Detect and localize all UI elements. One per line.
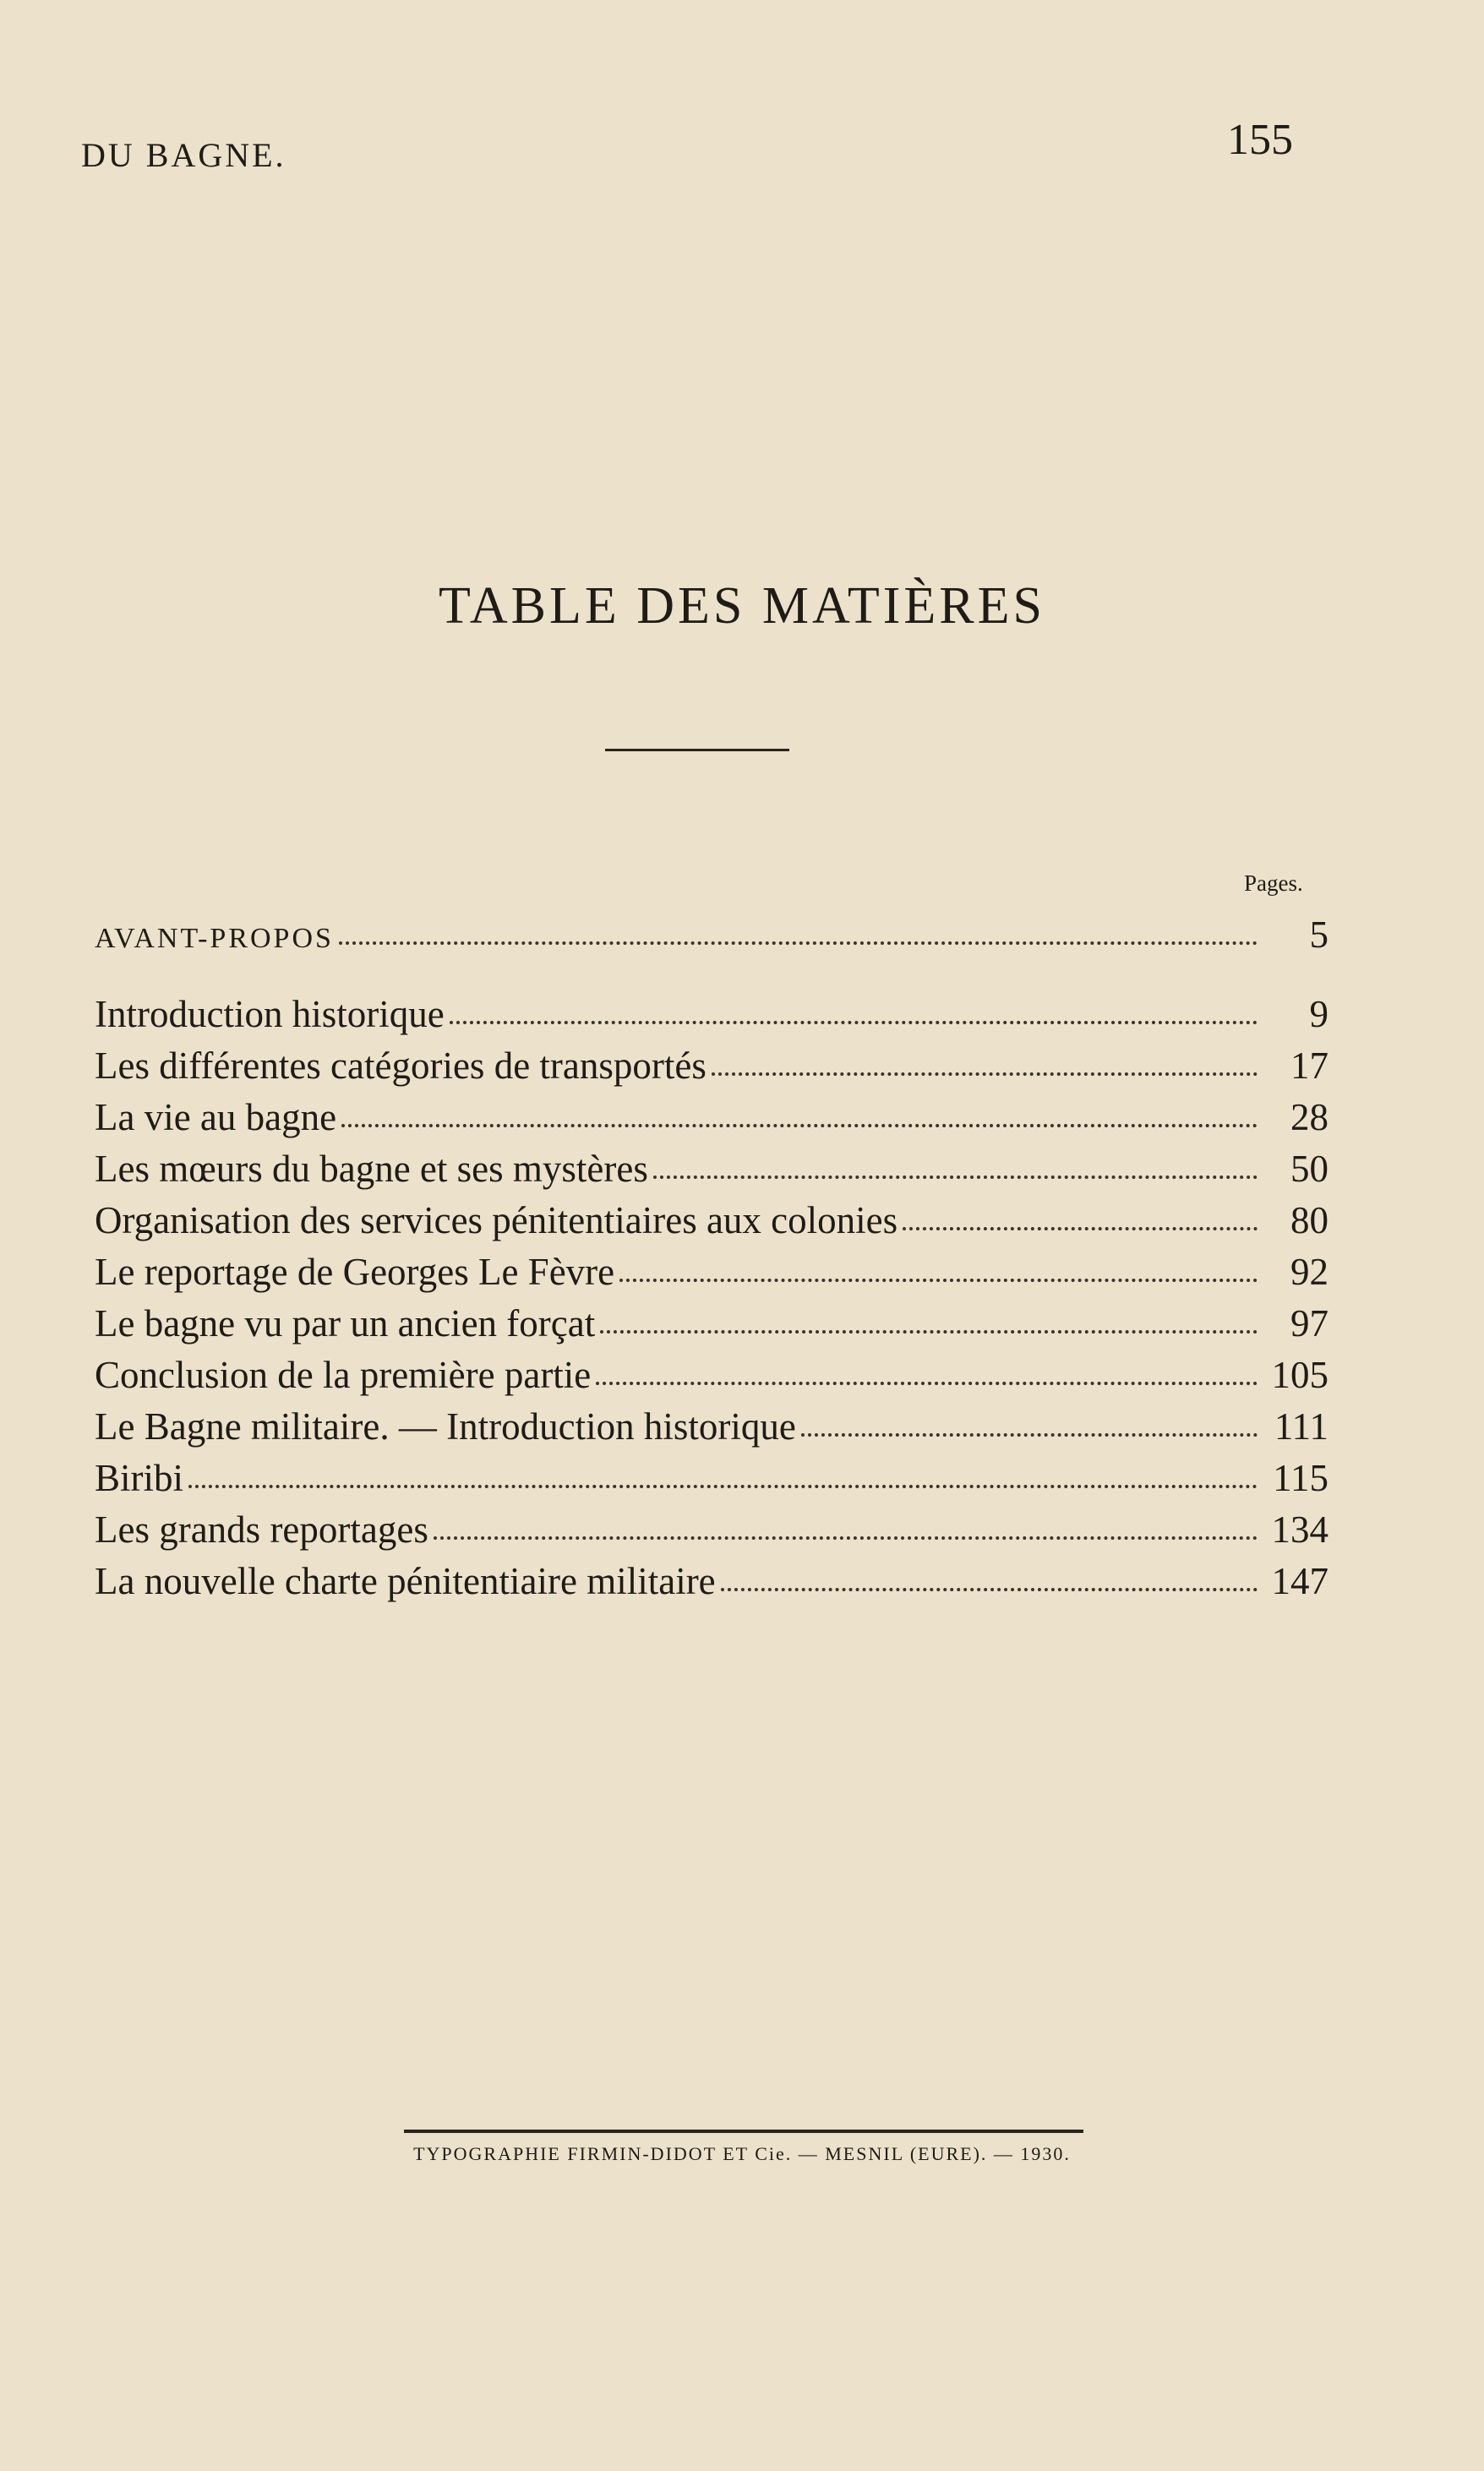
toc-entry-page: 5	[1309, 914, 1329, 956]
dot-leader	[339, 941, 1258, 945]
toc-entry-label: AVANT-PROPOS	[95, 923, 334, 954]
toc-entry	[95, 1197, 1329, 1244]
toc-entry	[95, 1042, 1329, 1089]
dot-leader	[188, 1484, 1258, 1488]
toc-entry-label: La vie au bagne	[95, 1096, 337, 1138]
dot-leader	[721, 1587, 1258, 1591]
toc-entry-page: 105	[1271, 1354, 1329, 1396]
page-number: 155	[1227, 116, 1293, 164]
toc-entry-page: 80	[1290, 1199, 1329, 1241]
toc-entry	[95, 1454, 1329, 1502]
toc-entry-label: Organisation des services pénitentiaires aux colonies	[95, 1199, 898, 1241]
dot-leader	[619, 1278, 1258, 1282]
toc-entry-page: 28	[1290, 1096, 1329, 1138]
toc-entry	[95, 990, 1329, 1038]
dot-leader	[801, 1432, 1258, 1437]
toc-entry-label: Les différentes catégories de transportés	[95, 1045, 707, 1087]
toc-entry	[95, 1145, 1329, 1192]
toc-entry-label: Les grands reportages	[95, 1508, 428, 1551]
toc-entry	[95, 1094, 1329, 1141]
toc-entry-page: 134	[1271, 1508, 1329, 1551]
toc-entry-page: 17	[1290, 1045, 1329, 1087]
dot-leader	[596, 1381, 1258, 1385]
dot-leader	[903, 1226, 1258, 1230]
dot-leader	[600, 1329, 1258, 1334]
dot-leader	[434, 1536, 1258, 1540]
toc-entry-page: 50	[1290, 1148, 1329, 1190]
imprint-rule	[404, 2130, 1083, 2133]
dot-leader	[653, 1175, 1258, 1179]
running-title: DU BAGNE.	[81, 136, 286, 174]
toc-entry-label: Le Bagne militaire. — Introduction historique	[95, 1405, 796, 1448]
toc-entry-label: Conclusion de la première partie	[95, 1354, 592, 1396]
toc-entry-label: Introduction historique	[95, 993, 445, 1035]
toc-entry-page: 97	[1290, 1302, 1329, 1345]
toc-entry-page: 9	[1309, 993, 1329, 1035]
toc-entry-page: 115	[1273, 1457, 1329, 1499]
title-divider	[605, 749, 789, 751]
toc-entry-label: Biribi	[95, 1457, 184, 1499]
toc-entry	[95, 911, 1329, 958]
toc-entry	[95, 1557, 1329, 1605]
toc-entry	[95, 1248, 1329, 1296]
toc-entry-page: 111	[1274, 1405, 1329, 1448]
toc-entry	[95, 1506, 1329, 1553]
toc-entry-label: Le bagne vu par un ancien forçat	[95, 1302, 596, 1345]
toc-title: TABLE DES MATIÈRES	[438, 577, 1046, 635]
toc-entry-label: La nouvelle charte pénitentiaire militaire	[95, 1560, 716, 1602]
toc-entry-label: Le reportage de Georges Le Fèvre	[95, 1251, 615, 1293]
toc-entry	[95, 1403, 1329, 1450]
toc-entry	[95, 1300, 1329, 1347]
toc-entry-label: Les mœurs du bagne et ses mystères	[95, 1148, 648, 1190]
dot-leader	[712, 1072, 1258, 1076]
printer-imprint: TYPOGRAPHIE FIRMIN-DIDOT ET Cie. — MESNIL (EURE). — 1930.	[413, 2143, 1071, 2164]
pages-column-label: Pages.	[1244, 870, 1303, 896]
dot-leader	[341, 1123, 1258, 1127]
toc-entry	[95, 1351, 1329, 1399]
toc-entry-page: 147	[1271, 1560, 1329, 1602]
dot-leader	[450, 1020, 1258, 1024]
toc-entry-page: 92	[1290, 1251, 1329, 1293]
